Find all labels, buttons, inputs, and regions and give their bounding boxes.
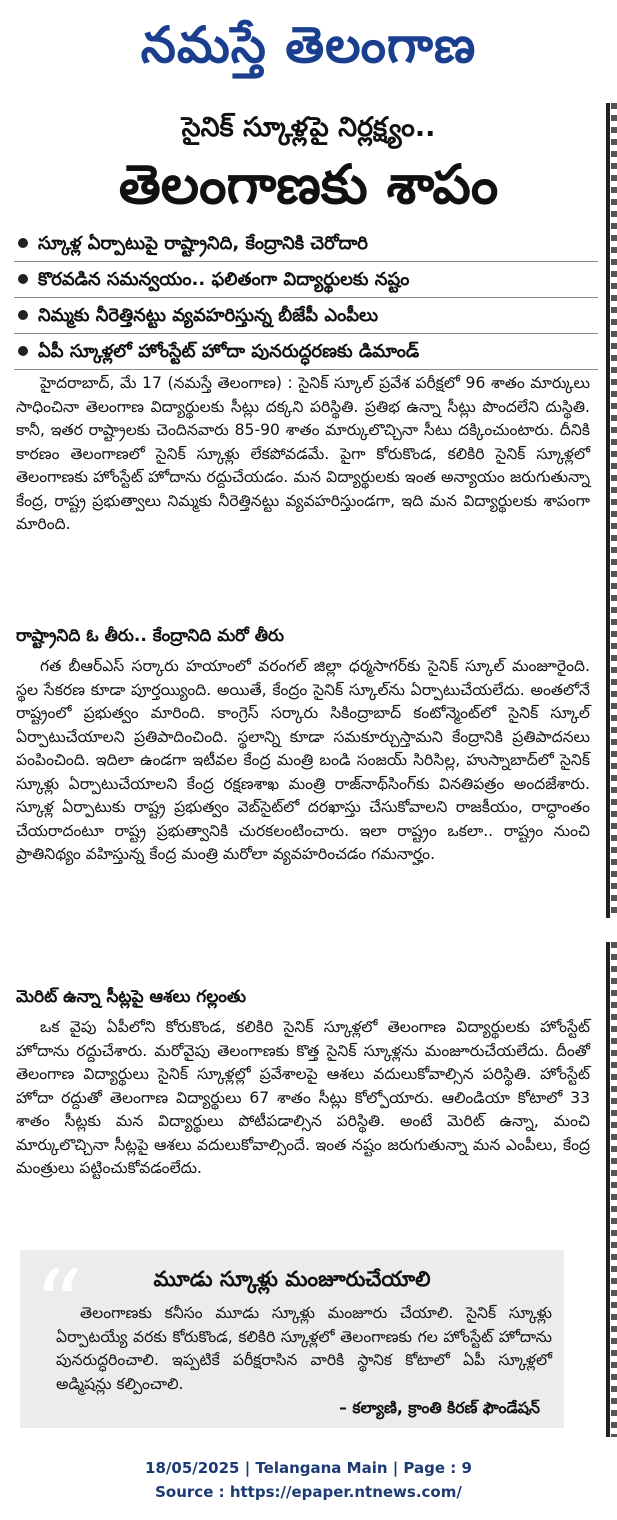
quote-title: మూడు స్కూళ్లు మంజూరుచేయాలి bbox=[153, 1267, 431, 1291]
quote-mark-icon: “ bbox=[34, 1250, 84, 1362]
column-divider bbox=[606, 942, 610, 1437]
bullet-text: కొరవడిన సమన్వయం.. ఫలితంగా విద్యార్థులకు నష్టం bbox=[38, 269, 410, 290]
quote-paragraph: తెలంగాణకు కనీసం మూడు స్కూళ్లు మంజూరు చేయాలి. సైనిక్ స్కూళ్లు ఏర్పాటయ్యే వరకు కోరుకొండ, కలికిరి స్కూళ్లలో తెలంగాణకు గల హోంస్టేట్ హోదాను పునరుద్ధరించాలి. ఇప్పటికే పరీక్షరాసిన వారికి స్థానిక కోటాలో ఏపీ స్కూళ్లలో అడ్మిషన్లు కల్పించాలి. bbox=[56, 1304, 552, 1393]
bullet-item bbox=[14, 262, 598, 298]
section-paragraph: గత బీఆర్ఎస్ సర్కారు హయాంలో వరంగల్ జిల్లా ధర్మసాగర్‌కు సైనిక్ స్కూల్ మంజూరైంది. స్థల సేకరణ కూడా పూర్తయ్యింది. అయితే, కేంద్రం సైనిక్ స్కూల్‌ను ఏర్పాటుచేయలేదు. అంతలోనే రాష్ట్రంలో ప్రభుత్వం మారింది. కాంగ్రెస్ సర్కారు సికింద్రాబాద్ కంటోన్మెంట్‌లో సైనిక్ స్కూల్ ఏర్పాటుచేయాలని ప్రతిపాదించింది. స్థలాన్ని కూడా సమకూర్చుస్తామని కేంద్రానికి ప్రతిపాదనలు పంపించింది. ఇదిలా ఉండగా ఇటీవల కేంద్ర మంత్రి బండి సంజయ్ సిరిసిల్ల, హుస్నాబాద్‌లో సైనిక్ స్కూళ్లు ఏర్పాటుచేయాలని కేంద్ర రక్షణశాఖ మంత్రి రాజ్‌నాథ్‌సింగ్‌కు వినతిపత్రం అందజేశారు. స్కూళ్ల ఏర్పాటుకు రాష్ట్ర ప్రభుత్వం వెబ్‌సైట్‌లో దరఖాస్తు చేసుకోవాలని రాజకీయం, రాద్ధాంతం చేయరాదంటూ రాష్ట్ర ప్రభుత్వానికి చురకలంటించారు. ఇలా రాష్ట్రం ఒకలా.. రాష్ట్రం నుంచి ప్రాతినిథ్యం వహిస్తున్న కేంద్ర మంత్రి మరోలా వ్యవహరించడం గమనార్హం. bbox=[16, 657, 590, 863]
bullet-text: ఏపీ స్కూళ్లలో హోంస్టేట్ హోదా పునరుద్ధరణకు డిమాండ్ bbox=[38, 341, 420, 362]
section-body-2 bbox=[16, 1016, 590, 1181]
article-kicker: సైనిక్ స్కూళ్లపై నిర్లక్ష్యం.. bbox=[181, 112, 436, 143]
section-paragraph: ఒక వైపు ఏపీలోని కోరుకొండ, కలికిరి సైనిక్ స్కూళ్లలో తెలంగాణ విద్యార్థులకు హోంస్టేట్ హోదాను రద్దుచేశారు. మరోవైపు తెలంగాణకు కొత్త సైనిక్ స్కూళ్లను మంజూరుచేయలేదు. దీంతో తెలంగాణ విద్యార్థులు సైనిక్ స్కూళ్లల్లో ప్రవేశాలపై ఆశలు వదులుకోవాల్సిన పరిస్థితి. హోంస్టేట్ హోదా రద్దుతో తెలంగాణ విద్యార్థులు 67 శాతం సీట్లు కోల్పోయారు. ఆలిండియా కోటాలో 33 శాతం సీట్లకు మన విద్యార్థులు పోటీపడాల్సిన పరిస్థితి. అంటే మెరిట్ ఉన్నా, మంచి మార్కులొచ్చినా సీట్లపై ఆశలు వదులుకోవాల్సిందే. ఇంత నష్టం జరుగుతున్నా మన ఎంపీలు, కేంద్ర మంత్రులు పట్టించుకోవడంలేదు. bbox=[16, 1018, 590, 1177]
newspaper-logo: నమస్తే తెలంగాణ bbox=[140, 16, 477, 74]
bullet-dot-icon bbox=[18, 274, 28, 284]
bullet-item bbox=[14, 298, 598, 334]
masthead bbox=[0, 6, 617, 84]
section-body-1 bbox=[16, 655, 590, 867]
bullet-dot-icon bbox=[18, 346, 28, 356]
highlight-bullets bbox=[14, 226, 598, 370]
bullet-item bbox=[14, 226, 598, 262]
section-heading-2: మెరిట్ ఉన్నా సీట్లపై ఆశలు గల్లంతు bbox=[16, 987, 247, 1007]
column-divider-pattern bbox=[611, 103, 617, 918]
bullet-text: స్కూళ్ల ఏర్పాటుపై రాష్ట్రానిది, కేంద్రానికి చెరోదారి bbox=[38, 233, 368, 254]
bullet-item bbox=[14, 334, 598, 370]
article-intro bbox=[16, 372, 590, 537]
quote-attribution: – కల్యాణి, క్రాంతి కిరణ్ ఫౌండేషన్ bbox=[339, 1399, 540, 1417]
intro-paragraph: హైదరాబాద్, మే 17 (నమస్తే తెలంగాణ) : సైనిక్ స్కూల్ ప్రవేశ పరీక్షలో 96 శాతం మార్కులు సాధించినా తెలంగాణ విద్యార్థులకు సీట్లు దక్కని పరిస్థితి. ప్రతిభ ఉన్నా సీట్లు పొందలేని దుస్థితి. కానీ, ఇతర రాష్ట్రాలకు చెందినవారు 85-90 శాతం మార్కులొచ్చినా సీటు దక్కించుంటారు. దీనికి కారణం తెలంగాణలో సైనిక్ స్కూళ్లు లేకపోవడమే. పైగా కోరుకొండ, కలికిరి సైనిక్ స్కూళ్లలో తెలంగాణకు హోంస్టేట్ హోదాను రద్దుచేయడం. మన విద్యార్థులకు ఇంత అన్యాయం జరుగుతున్నా కేంద్ర, రాష్ట్ర ప్రభుత్వాలు నిమ్మకు నీరెత్తినట్టు వ్యవహరిస్తుండగా, ఇది మన విద్యార్థులకు శాపంగా మారింది. bbox=[16, 374, 590, 533]
bullet-dot-icon bbox=[18, 238, 28, 248]
column-divider bbox=[606, 103, 610, 918]
page-footer bbox=[0, 1456, 617, 1504]
footer-edition-info: 18/05/2025 | Telangana Main | Page : 9 bbox=[145, 1459, 472, 1477]
quote-body bbox=[56, 1302, 552, 1396]
column-divider-pattern bbox=[611, 942, 617, 1437]
footer-source-link[interactable]: Source : https://epaper.ntnews.com/ bbox=[155, 1483, 462, 1501]
section-heading-1: రాష్ట్రానిది ఓ తీరు.. కేంద్రానిది మరో తీరు bbox=[16, 626, 285, 646]
bullet-dot-icon bbox=[18, 310, 28, 320]
bullet-text: నిమ్మకు నీరెత్తినట్టు వ్యవహరిస్తున్న బీజేపీ ఎంపీలు bbox=[38, 305, 379, 326]
quote-box bbox=[20, 1250, 564, 1428]
article-headline: తెలంగాణకు శాపం bbox=[118, 153, 499, 216]
